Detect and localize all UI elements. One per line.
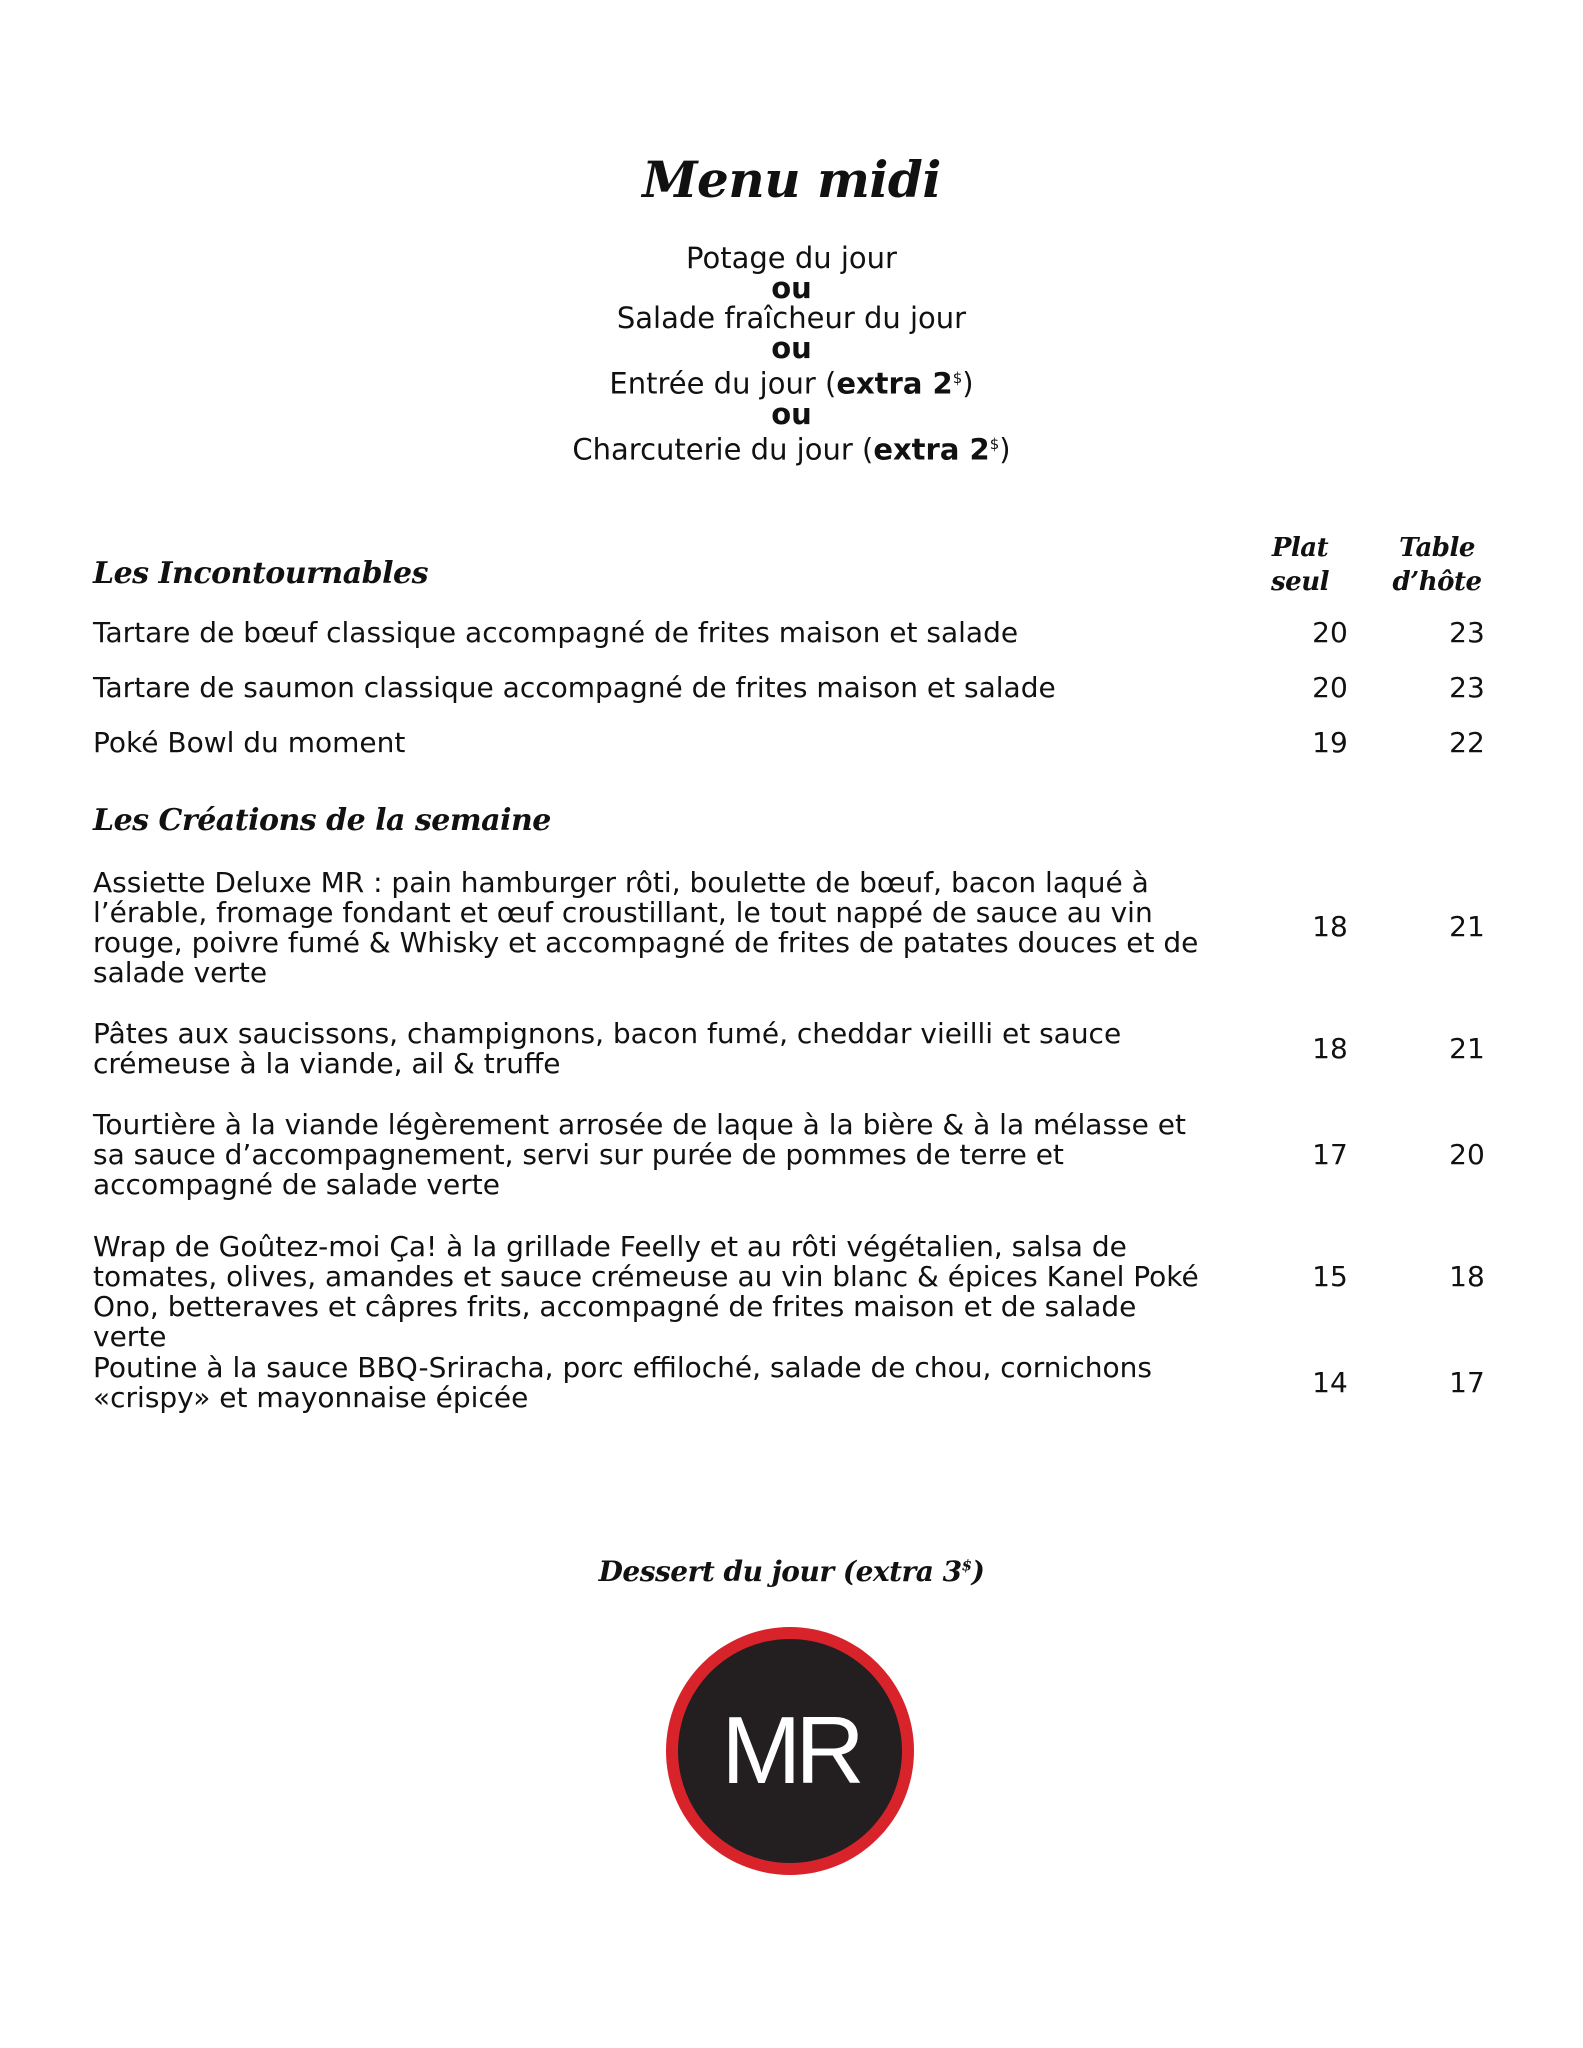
price-plat-seul: 20 [1312, 616, 1348, 649]
item-description: Wrap de Goûtez-moi Ça! à la grillade Feelly et au rôti végétalien, salsa de tomates, olives, amandes et sauce crémeuse au vin blanc & épices Kanel Poké Ono, betteraves et câpres frits, accompagné de frites maison et de salade verte [93, 1230, 1199, 1353]
price-table-dhote: 18 [1449, 1260, 1485, 1293]
item-description: Tartare de bœuf classique accompagné de frites maison et salade [93, 616, 1019, 649]
menu-item [93, 671, 1583, 704]
price-plat-seul: 18 [1312, 1032, 1348, 1065]
menu-title: Menu midi [642, 150, 941, 209]
menu-item [93, 726, 1583, 759]
price-table-dhote: 23 [1449, 671, 1485, 704]
starter-potage: Potage du jour [686, 241, 897, 275]
dessert-line: Dessert du jour (extra 3$) [598, 1555, 985, 1588]
price-plat-seul: 19 [1312, 726, 1348, 759]
price-plat-seul: 20 [1312, 671, 1348, 704]
extra-price: extra 2 [873, 432, 990, 467]
item-description: Pâtes aux saucissons, champignons, bacon fumé, cheddar vieilli et sauce crémeuse à la viande, ail & truffe [93, 1017, 1122, 1080]
or-separator: ou [771, 396, 812, 431]
price-table-dhote: 22 [1449, 726, 1485, 759]
price-plat-seul: 18 [1312, 910, 1348, 943]
menu-item [93, 616, 1583, 649]
section-title-incontournables: Les Incontournables [93, 556, 429, 591]
extra-price: extra 2 [836, 366, 953, 401]
price-table-dhote: 21 [1449, 1032, 1485, 1065]
item-description: Poutine à la sauce BBQ-Sriracha, porc effiloché, salade de chou, cornichons «crispy» et mayonnaise épicée [93, 1351, 1152, 1414]
item-description: Tourtière à la viande légèrement arrosée de laque à la bière & à la mélasse et sa sauce d’accompagnement, servi sur purée de pommes de terre et accompagné de salade verte [93, 1108, 1186, 1201]
item-description: Poké Bowl du moment [93, 726, 406, 759]
column-header-table-dhote: Table d’hôte [1392, 533, 1482, 597]
menu-item [93, 866, 1583, 989]
logo-text: MR [721, 1697, 859, 1804]
menu-item [93, 1351, 1583, 1414]
mr-logo [664, 1625, 916, 1877]
price-plat-seul: 17 [1312, 1138, 1348, 1171]
price-table-dhote: 23 [1449, 616, 1485, 649]
menu-item [93, 1017, 1583, 1080]
price-table-dhote: 17 [1449, 1366, 1485, 1399]
section-title-creations: Les Créations de la semaine [93, 803, 551, 838]
menu-item [93, 1230, 1583, 1353]
item-description: Assiette Deluxe MR : pain hamburger rôti, boulette de bœuf, bacon laqué à l’érable, fromage fondant et œuf croustillant, le tout nappé de sauce au vin rouge, poivre fumé & Whisky et accompagné de frites de patates douces et de salade verte [93, 866, 1199, 989]
price-plat-seul: 14 [1312, 1366, 1348, 1399]
price-plat-seul: 15 [1312, 1260, 1348, 1293]
item-description: Tartare de saumon classique accompagné de frites maison et salade [93, 671, 1056, 704]
starter-choices [0, 241, 1583, 467]
price-table-dhote: 20 [1449, 1138, 1485, 1171]
menu-item [93, 1108, 1583, 1201]
column-header-plat-seul: Plat seul [1271, 533, 1329, 597]
price-table-dhote: 21 [1449, 910, 1485, 943]
starter-entree: Entrée du jour (extra 2$) [609, 366, 974, 401]
starter-salade: Salade fraîcheur du jour [616, 301, 967, 335]
starter-charcuterie: Charcuterie du jour (extra 2$) [572, 432, 1011, 467]
or-separator: ou [771, 271, 812, 305]
or-separator: ou [771, 331, 812, 365]
